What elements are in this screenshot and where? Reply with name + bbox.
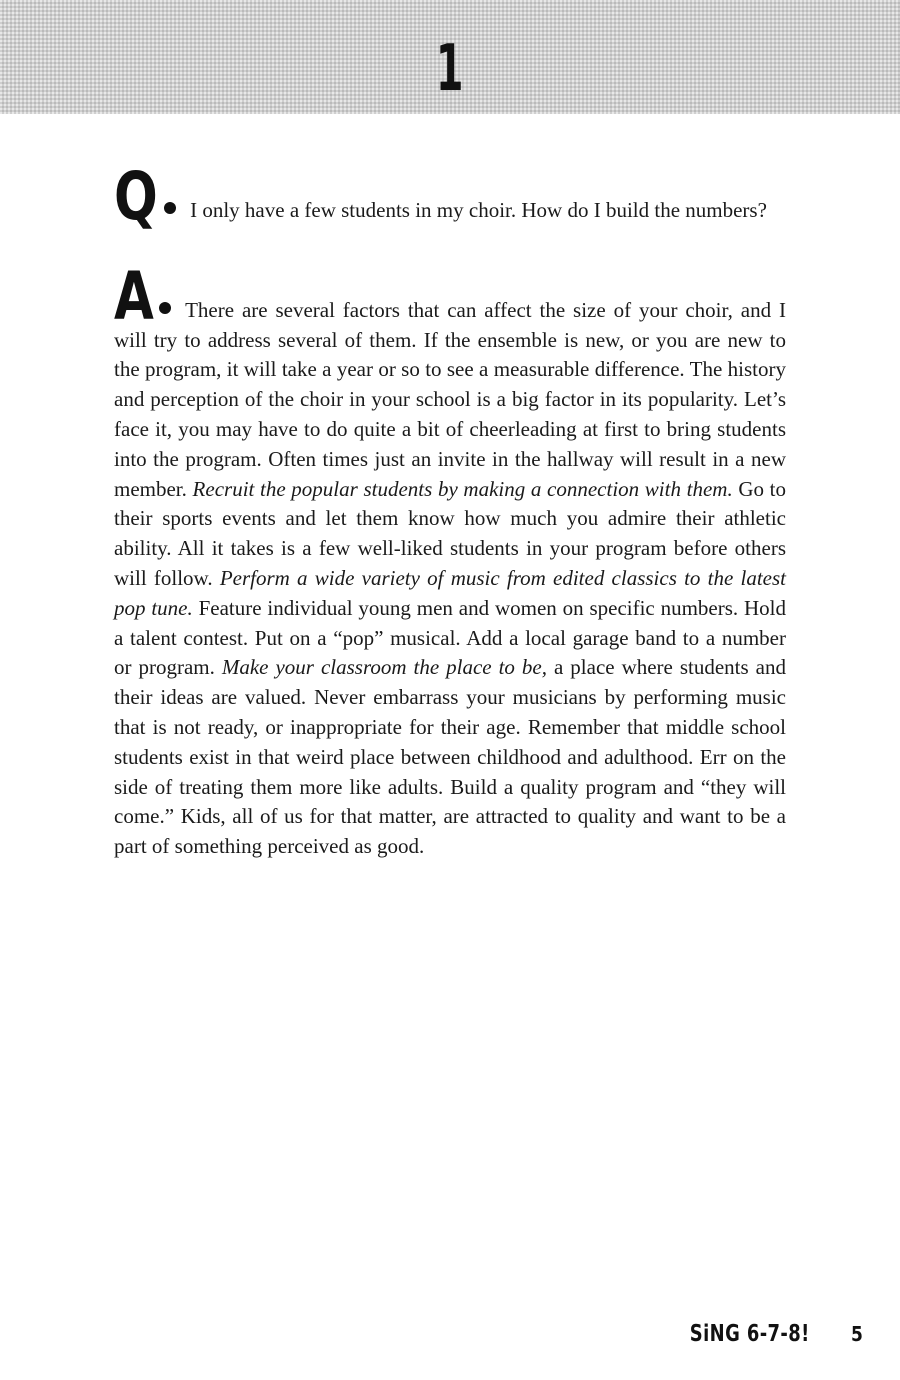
- book-title: SiNG 6-7-8!: [690, 1321, 811, 1347]
- answer-block: [114, 257, 787, 862]
- answer-emphasis-variety: Perform a wide variety of music from edited classics to the latest pop tune.: [114, 565, 786, 620]
- answer-text-segment: Go to their sports events and let them know how much you admire their athletic ability. All it takes is a few well-liked students in your program before others will follow.: [114, 476, 786, 590]
- answer-text-segment: Feature individual young men and women on specific numbers. Hold a talent contest. Put on a “pop” musical. Add a local garage band to a number or program.: [114, 595, 787, 680]
- page-number: 5: [851, 1322, 863, 1346]
- question-bullet: [164, 202, 176, 214]
- question-text: I only have a few students in my choir. How do I build the numbers?: [190, 198, 767, 222]
- page-footer: [656, 1318, 864, 1350]
- answer-emphasis-recruit: Recruit the popular students by making a connection with them.: [192, 476, 733, 501]
- question-letter: Q: [114, 158, 158, 235]
- qa-content: [114, 158, 787, 862]
- answer-bullet: [159, 302, 171, 314]
- answer-text: [114, 298, 786, 858]
- answer-text-segment: There are several factors that can affect the size of your choir, and I will try to address several of them. If the ensemble is new, or you are new to the program, it will take a year or so to see a measurable difference. The history and perception of the choir in your school is a big factor in its popularity. Let’s face it, you may have to do quite a bit of cheerleading at first to bring students into the program. Often times just an invite in the hallway will result in a new member.: [114, 297, 786, 501]
- chapter-header-band: [0, 0, 900, 114]
- question-block: [114, 158, 786, 235]
- chapter-number: 1: [435, 32, 465, 106]
- answer-emphasis-classroom: Make your classroom the place to be,: [221, 655, 547, 680]
- answer-text-segment: a place where students and their ideas are valued. Never embarrass your musicians by performing music that is not ready, or inappropriate for their age. Remember that middle school students exist in that weird place between childhood and adulthood. Err on the side of treating them more like adults. Build a quality program and “they will come.” Kids, all of us for that matter, are attracted to quality and want to be a part of something perceived as good.: [114, 655, 786, 859]
- answer-letter: A: [114, 257, 154, 335]
